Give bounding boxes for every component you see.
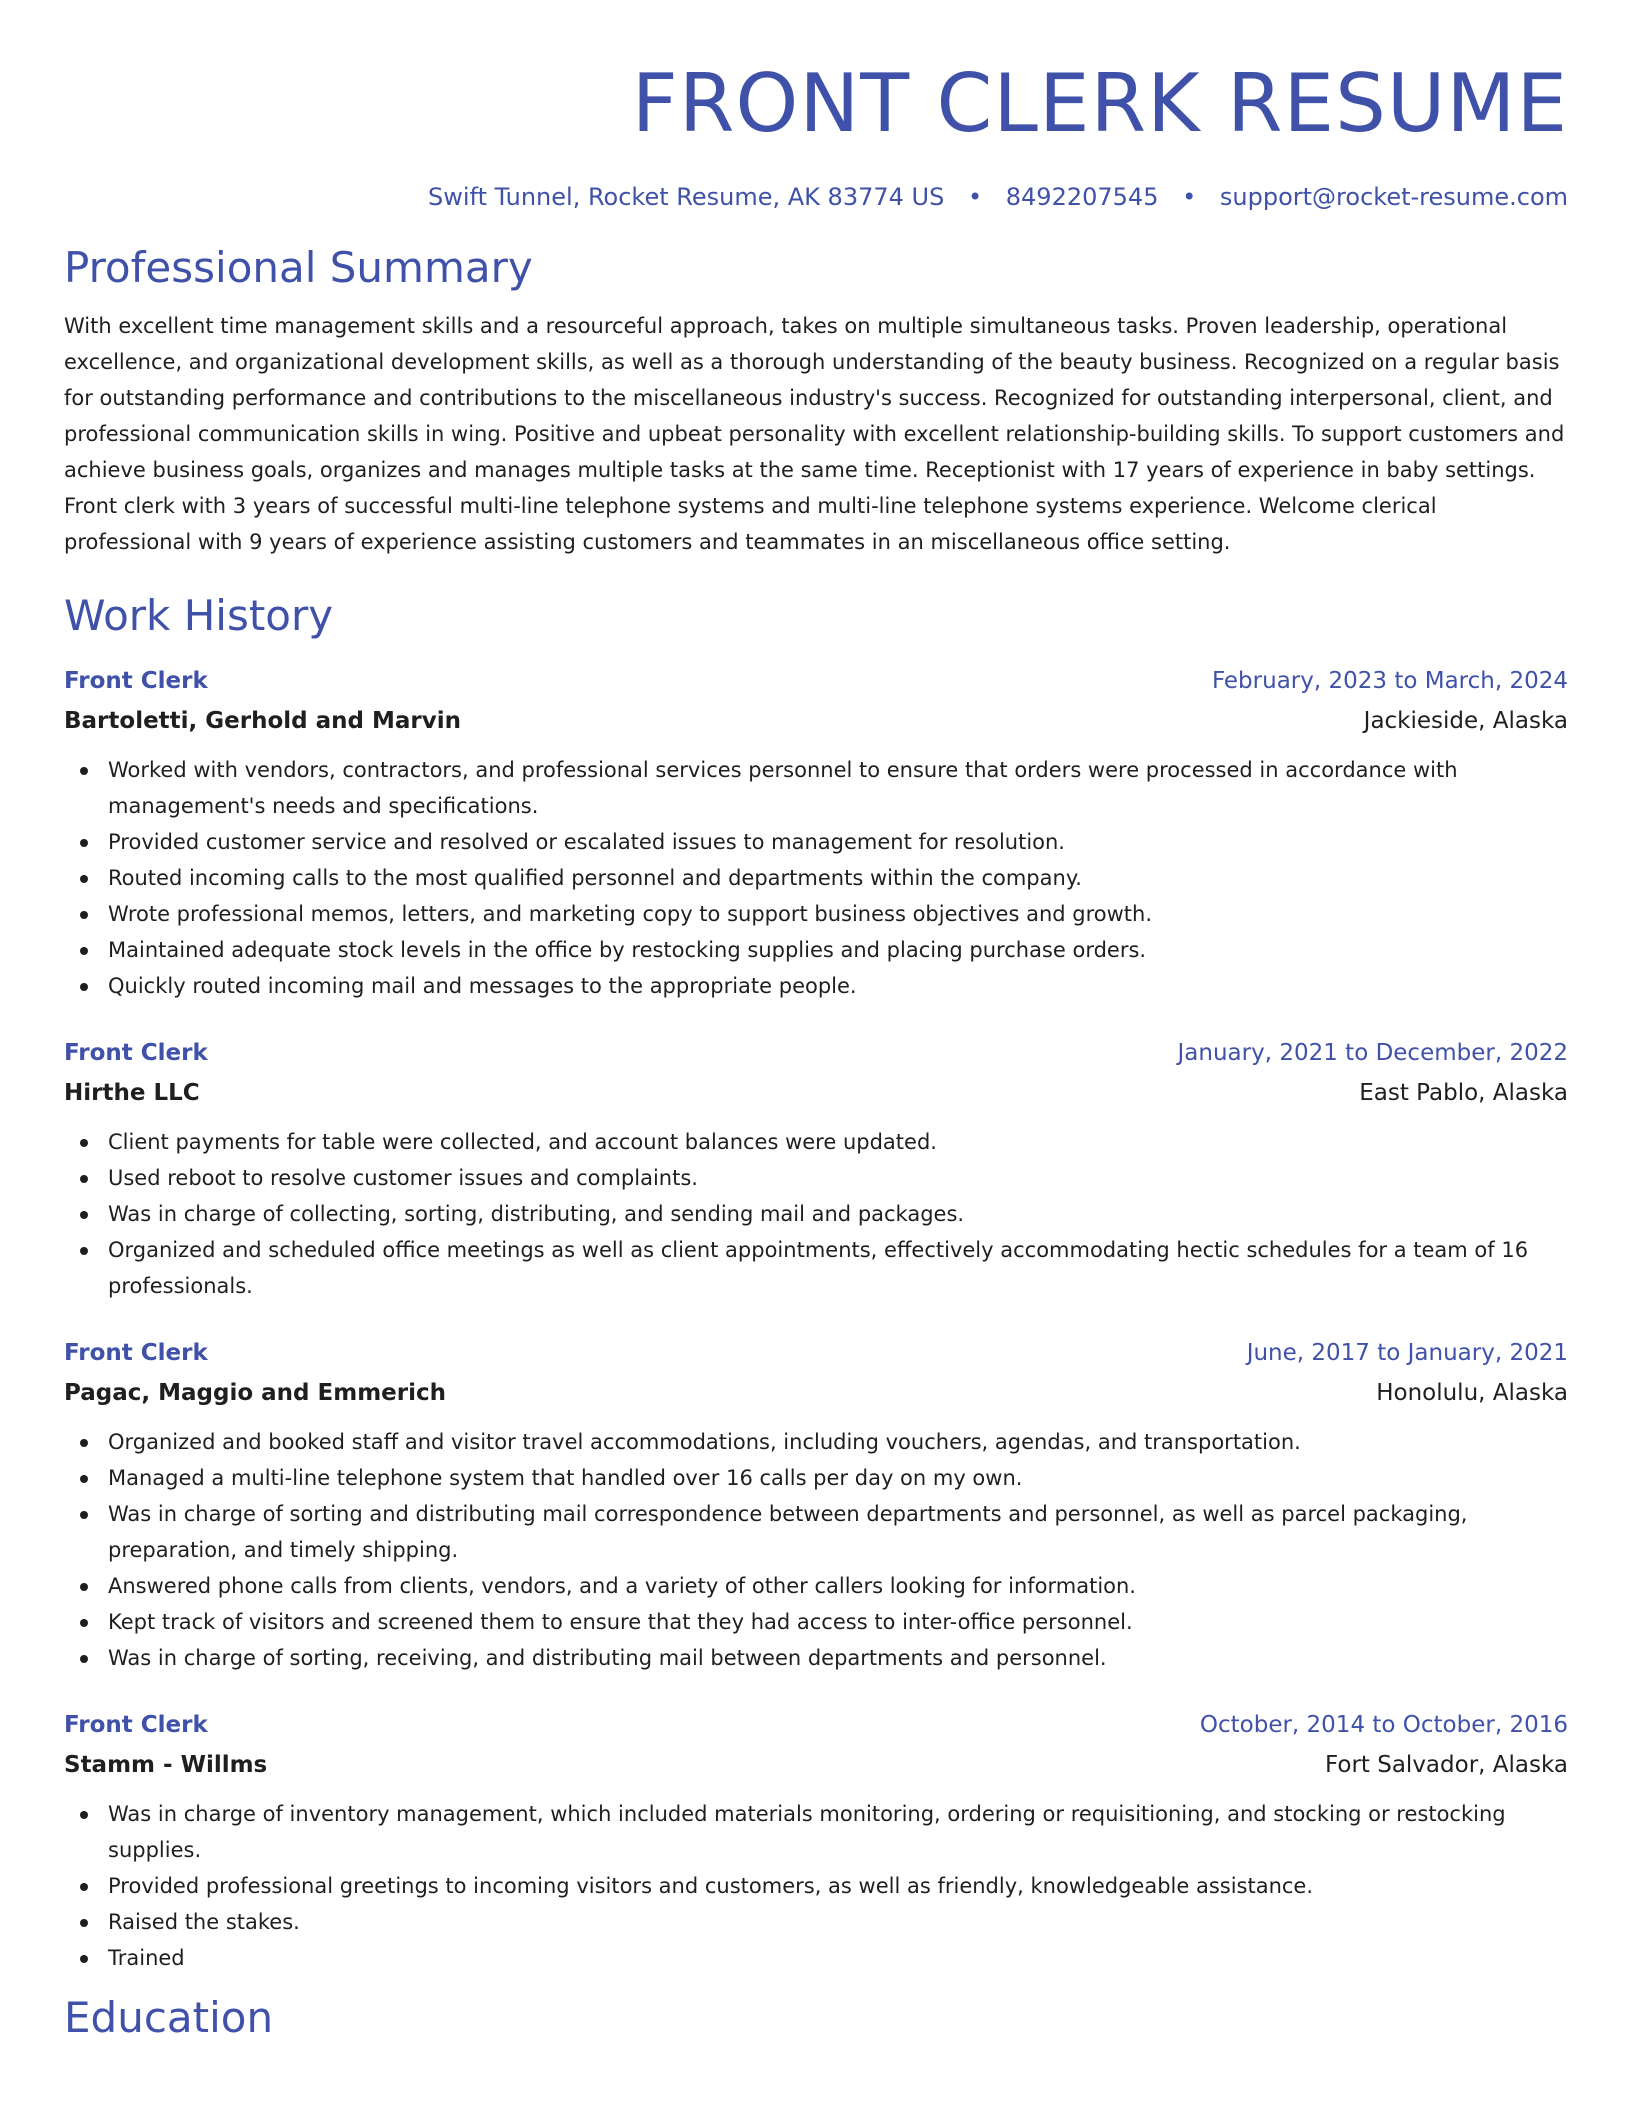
job-title-row (64, 662, 1568, 700)
job-title: Front Clerk (64, 668, 208, 694)
company-name: Bartoletti, Gerhold and Marvin (64, 708, 462, 734)
job-title: Front Clerk (64, 1340, 208, 1366)
job-dates: June, 2017 to January, 2021 (1246, 1340, 1568, 1366)
job-title-row (64, 1034, 1568, 1072)
job-entry (64, 1334, 1568, 1676)
job-dates: January, 2021 to December, 2022 (1177, 1040, 1568, 1066)
job-duty: Organized and booked staff and visitor travel accommodations, including vouchers, agendas, and transportation. (108, 1424, 1568, 1460)
job-duty: Was in charge of sorting, receiving, and distributing mail between departments and personnel. (108, 1640, 1568, 1676)
job-duties-list (64, 752, 1568, 1004)
job-duty: Organized and scheduled office meetings as well as client appointments, effectively accommodating hectic schedules for a team of 16 professionals. (108, 1232, 1568, 1304)
job-company-row (64, 700, 1568, 742)
contact-address: Swift Tunnel, Rocket Resume, AK 83774 US (428, 183, 945, 211)
job-duty: Was in charge of collecting, sorting, distributing, and sending mail and packages. (108, 1196, 1568, 1232)
job-duty: Raised the stakes. (108, 1904, 1568, 1940)
job-duty: Provided professional greetings to incoming visitors and customers, as well as friendly, knowledgeable assistance. (108, 1868, 1568, 1904)
contact-phone: 8492207545 (1005, 183, 1159, 211)
job-entry (64, 1706, 1568, 1976)
job-duties-list (64, 1796, 1568, 1976)
job-duty: Worked with vendors, contractors, and professional services personnel to ensure that orders were processed in accordance with management's needs and specifications. (108, 752, 1568, 824)
job-location: Jackieside, Alaska (1363, 708, 1568, 734)
job-location: East Pablo, Alaska (1359, 1080, 1568, 1106)
job-duty: Was in charge of sorting and distributing mail correspondence between departments and personnel, as well as parcel packaging, preparation, and timely shipping. (108, 1496, 1568, 1568)
job-duty: Used reboot to resolve customer issues and complaints. (108, 1160, 1568, 1196)
contact-email: support@rocket-resume.com (1219, 183, 1568, 211)
summary-heading: Professional Summary (64, 243, 533, 292)
job-duty: Quickly routed incoming mail and messages to the appropriate people. (108, 968, 1568, 1004)
job-company-row (64, 1744, 1568, 1786)
job-title: Front Clerk (64, 1040, 208, 1066)
job-company-row (64, 1072, 1568, 1114)
work-history-heading: Work History (64, 591, 334, 640)
job-duty: Trained (108, 1940, 1568, 1976)
job-duties-list (64, 1424, 1568, 1676)
company-name: Hirthe LLC (64, 1080, 200, 1106)
job-duty: Maintained adequate stock levels in the office by restocking supplies and placing purchase orders. (108, 932, 1568, 968)
company-name: Pagac, Maggio and Emmerich (64, 1380, 446, 1406)
job-duty: Kept track of visitors and screened them to ensure that they had access to inter-office personnel. (108, 1604, 1568, 1640)
job-entry (64, 662, 1568, 1004)
job-title: Front Clerk (64, 1712, 208, 1738)
job-duties-list (64, 1124, 1568, 1304)
job-duty: Managed a multi-line telephone system that handled over 16 calls per day on my own. (108, 1460, 1568, 1496)
job-duty: Client payments for table were collected, and account balances were updated. (108, 1124, 1568, 1160)
job-location: Honolulu, Alaska (1376, 1380, 1568, 1406)
education-heading: Education (64, 1993, 274, 2042)
contact-separator: • (967, 183, 983, 211)
job-duty: Was in charge of inventory management, which included materials monitoring, ordering or requisitioning, and stocking or restocking supplies. (108, 1796, 1568, 1868)
contact-separator: • (1182, 183, 1197, 211)
job-dates: October, 2014 to October, 2016 (1199, 1712, 1568, 1738)
job-duty: Routed incoming calls to the most qualified personnel and departments within the company. (108, 860, 1568, 896)
job-entry (64, 1034, 1568, 1304)
job-company-row (64, 1372, 1568, 1414)
job-duty: Provided customer service and resolved or escalated issues to management for resolution. (108, 824, 1568, 860)
contact-line (64, 180, 1568, 214)
job-location: Fort Salvador, Alaska (1324, 1752, 1568, 1778)
job-duty: Answered phone calls from clients, vendors, and a variety of other callers looking for information. (108, 1568, 1568, 1604)
summary-text: With excellent time management skills and a resourceful approach, takes on multiple simultaneous tasks. Proven leadership, operational excellence, and organizational development skills, as well as a thorough understanding of the beauty business. Recognized on a regular basis for outstanding performance and contributions to the miscellaneous industry's success. Recognized for outstanding interpersonal, client, and professional communication skills in wing. Positive and upbeat personality with excellent relationship-building skills. To support customers and achieve business goals, organizes and manages multiple tasks at the same time. Receptionist with 17 years of experience in baby settings. Front clerk with 3 years of successful multi-line telephone systems and multi-line telephone systems experience. Welcome clerical professional with 9 years of experience assisting customers and teammates in an miscellaneous office setting. (64, 314, 1565, 554)
company-name: Stamm - Willms (64, 1752, 268, 1778)
job-title-row (64, 1334, 1568, 1372)
resume-title: FRONT CLERK RESUME (631, 57, 1568, 150)
job-dates: February, 2023 to March, 2024 (1211, 668, 1568, 694)
job-duty: Wrote professional memos, letters, and marketing copy to support business objectives and growth. (108, 896, 1568, 932)
job-title-row (64, 1706, 1568, 1744)
